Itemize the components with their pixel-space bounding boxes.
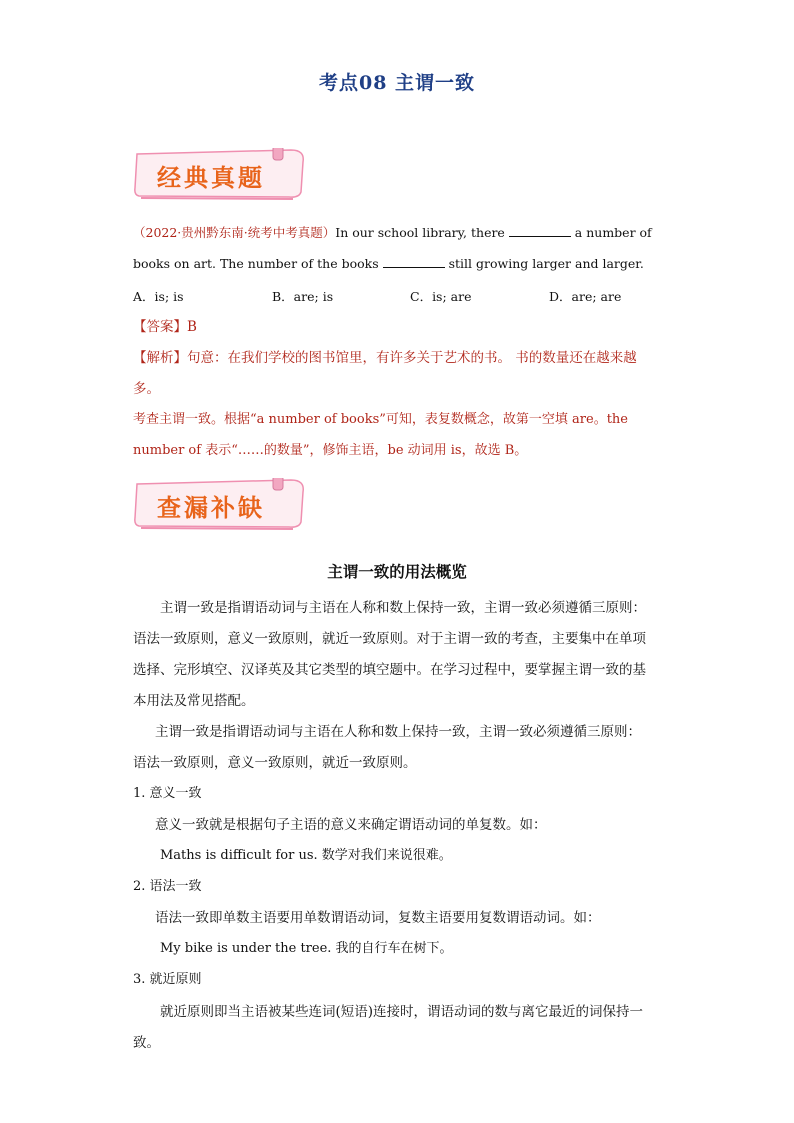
banner-fill-gaps (133, 478, 307, 530)
item-1-heading: 1. 意义一致 (133, 786, 202, 801)
option-d: D．are; are (549, 289, 622, 304)
banner-title: 经典真题 (157, 163, 265, 192)
blank-1 (509, 224, 571, 237)
para1-line-4: 本用法及常见搭配。 (133, 693, 255, 709)
item-3-desc: 就近原则即当主语被某些连词(短语)连接时，谓语动词的数与离它最近的词保持一 (160, 1004, 644, 1020)
item-2-heading: 2. 语法一致 (133, 879, 202, 894)
analysis-line-4: number of 表示“……的数量”，修饰主语，be 动词用 is，故选 B。 (133, 443, 528, 458)
item-3-heading: 3. 就近原则 (133, 972, 202, 987)
analysis-line-3: 考查主谓一致。根据“a number of books”可知，表复数概念，故第一空填 are。the (133, 412, 628, 427)
page-title: 考点08 主谓一致 (318, 72, 476, 94)
question-line-2: books on art. The number of the books still growing larger and larger. (133, 256, 644, 271)
banner-title: 查漏补缺 (157, 493, 265, 522)
item-2-example: My bike is under the tree. 我的自行车在树下。 (160, 941, 453, 956)
section-title: 主谓一致的用法概览 (327, 562, 467, 581)
para1-line-2: 语法一致原则，意义一致原则，就近一致原则。对于主谓一致的考查，主要集中在单项 (133, 631, 646, 647)
option-a: A．is; is (133, 289, 184, 304)
item-3-desc-cont: 致。 (133, 1035, 160, 1051)
item-2-desc: 语法一致即单数主语要用单数谓语动词，复数主语要用复数谓语动词。如： (155, 910, 601, 926)
question-line-1: （2022·贵州黔东南·统考中考真题）In our school library, there a number of (133, 225, 652, 240)
option-c: C．is; are (410, 289, 472, 304)
analysis-line-1: 【解析】句意：在我们学校的图书馆里，有许多关于艺术的书。 书的数量还在越来越 (133, 350, 637, 366)
analysis-line-2: 多。 (133, 381, 160, 397)
blank-2 (383, 255, 445, 268)
banner-classic-questions (133, 148, 307, 200)
option-b: B．are; is (272, 289, 334, 304)
para2-line-2: 语法一致原则，意义一致原则，就近一致原则。 (133, 755, 417, 771)
para1-line-1: 主谓一致是指谓语动词与主语在人称和数上保持一致，主谓一致必须遵循三原则： (160, 600, 646, 616)
para2-line-1: 主谓一致是指谓语动词与主语在人称和数上保持一致，主谓一致必须遵循三原则： (155, 724, 641, 740)
item-1-desc: 意义一致就是根据句子主语的意义来确定谓语动词的单复数。如： (155, 817, 547, 833)
item-1-example: Maths is difficult for us. 数学对我们来说很难。 (160, 848, 452, 863)
para1-line-3: 选择、完形填空、汉译英及其它类型的填空题中。在学习过程中，要掌握主谓一致的基 (133, 662, 646, 678)
answer: 【答案】B (133, 319, 197, 335)
